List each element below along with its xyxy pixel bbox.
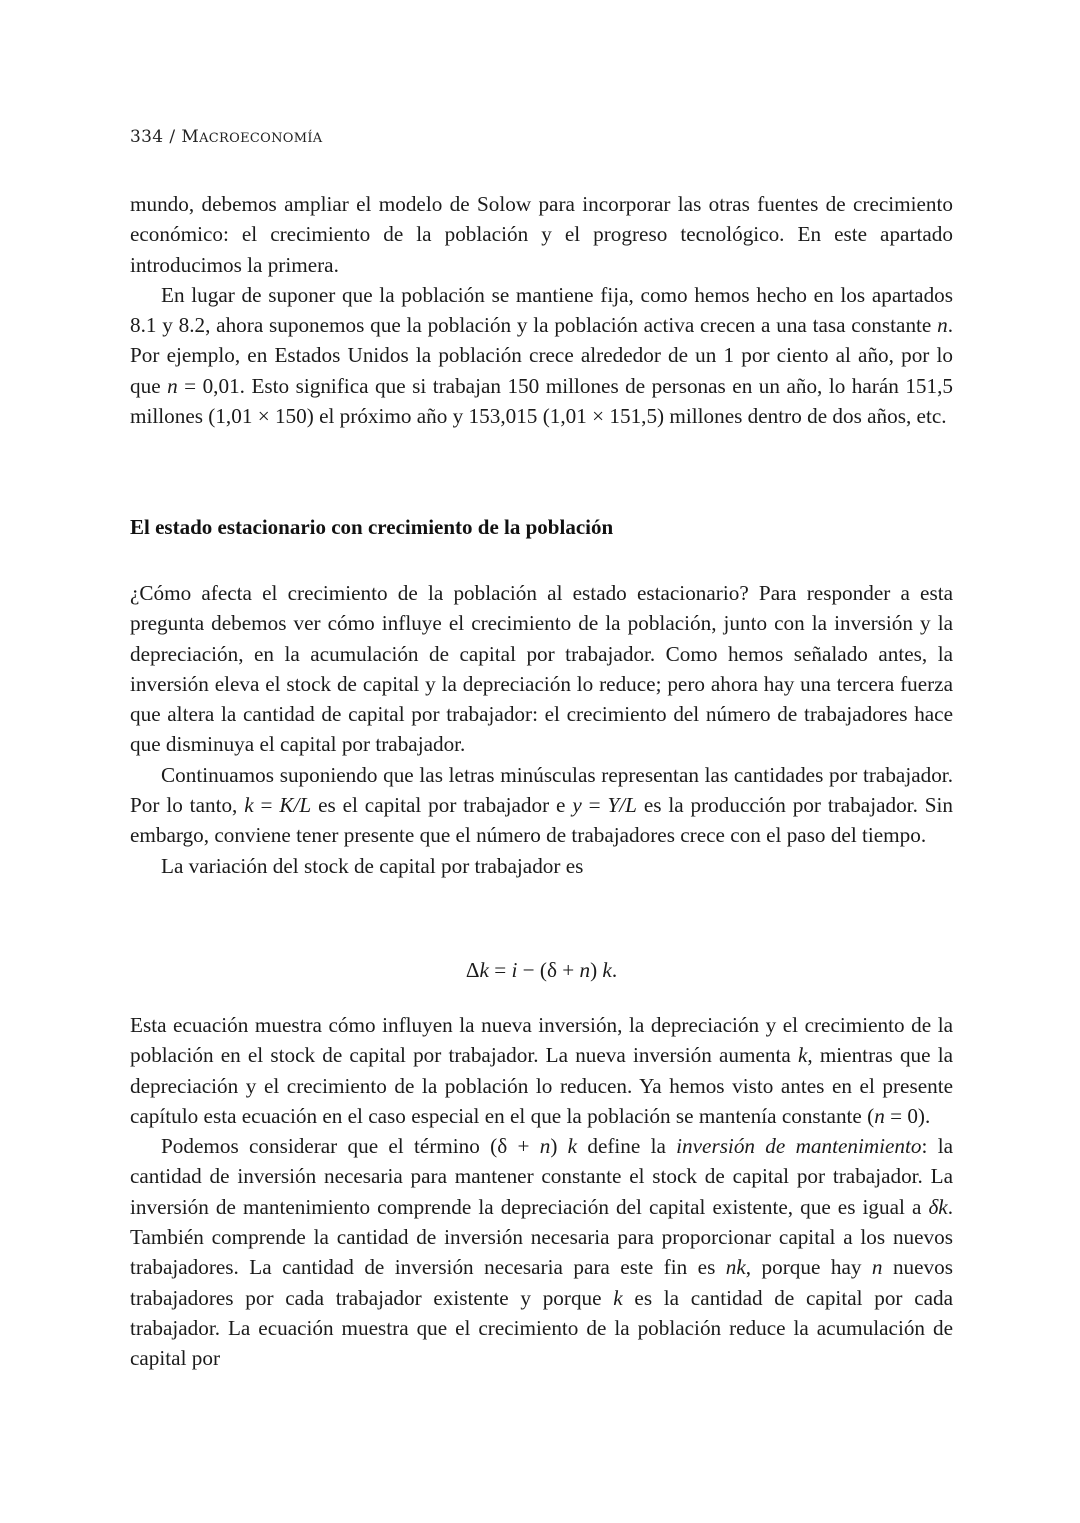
book-title-rest: ACROECONOMÍA xyxy=(199,131,323,146)
text-block-intro xyxy=(130,189,953,431)
paragraph-question: ¿Cómo afecta el crecimiento de la población al estado estacionario? Para responder a esta pregunta debemos ver cómo influye el crecimiento de la población, junto con la inversión y la depreciación, en la acumulación de capital por trabajador. Como hemos señalado antes, la inversión eleva el stock de capital y la depreciación lo reduce; pero ahora hay una tercera fuerza que altera la cantidad de capital por trabajador: el crecimiento del número de trabajadores hace que disminuya el capital por trabajador. xyxy=(130,581,953,757)
running-header xyxy=(130,127,322,147)
text-block-equation-explained xyxy=(130,1010,953,1374)
section-heading: El estado estacionario con crecimiento de la población xyxy=(130,515,614,539)
paragraph-lowercase: Continuamos suponiendo que las letras minúsculas representan las cantidades por trabajador. Por lo tanto, k = K/L es el capital por trabajador e y = Y/L es la producción por trabajador. Sin embargo, conviene tener presente que el número de trabajadores crece con el paso del tiempo. xyxy=(130,762,954,848)
header-separator: / xyxy=(169,127,176,147)
paragraph-equation-meaning: Esta ecuación muestra cómo influyen la nueva inversión, la depreciación y el crecimiento de la población en el stock de capital por trabajador. La nueva inversión aumenta k, mientras que la depreciación y el crecimiento de la población lo reducen. Ya hemos visto antes en el presente capítulo esta ecuación en el caso especial en el que la población se mantenía constante (n = 0). xyxy=(130,1013,954,1128)
paragraph-continued: mundo, debemos ampliar el modelo de Solow para incorporar las otras fuentes de crecimiento económico: el crecimiento de la población y el progreso tecnológico. En este apartado introducimos la primera. xyxy=(130,192,953,277)
paragraph-break-even-investment: Podemos considerar que el término (δ + n) k define la inversión de mantenimiento: la cantidad de inversión necesaria para mantener constante el stock de capital por trabajador. La inversión de mantenimiento comprende la depreciación del capital existente, que es igual a δk. También comprende la cantidad de inversión necesaria para proporcionar capital a los nuevos trabajadores. La cantidad de inversión necesaria para este fin es nk, porque hay n nuevos trabajadores por cada trabajador existente y porque k es la cantidad de capital por cada trabajador. La ecuación muestra que el crecimiento de la población reduce la acumulación de capital por xyxy=(130,1134,953,1371)
page-number: 334 xyxy=(130,127,164,147)
capital-accumulation-equation: Δk = i − (δ + n) k. xyxy=(465,958,618,982)
book-title-initial: M xyxy=(181,127,200,147)
term-break-even-investment: inversión de mantenimiento xyxy=(676,1134,922,1159)
paragraph-variation: La variación del stock de capital por trabajador es xyxy=(161,853,584,878)
text-block-steady-state xyxy=(130,578,953,881)
paragraph-population-growth: En lugar de suponer que la población se mantiene fija, como hemos hecho en los apartados 8.1 y 8.2, ahora suponemos que la población y la población activa crecen a una tasa constante n. Por ejemplo, en Estados Unidos la población crece alrededor de un 1 por ciento al año, por lo que n = 0,01. Esto significa que si trabajan 150 millones de personas en un año, lo harán 151,5 millones (1,01 × 150) el próximo año y 153,015 (1,01 × 151,5) millones dentro de dos años, etc. xyxy=(130,282,953,429)
